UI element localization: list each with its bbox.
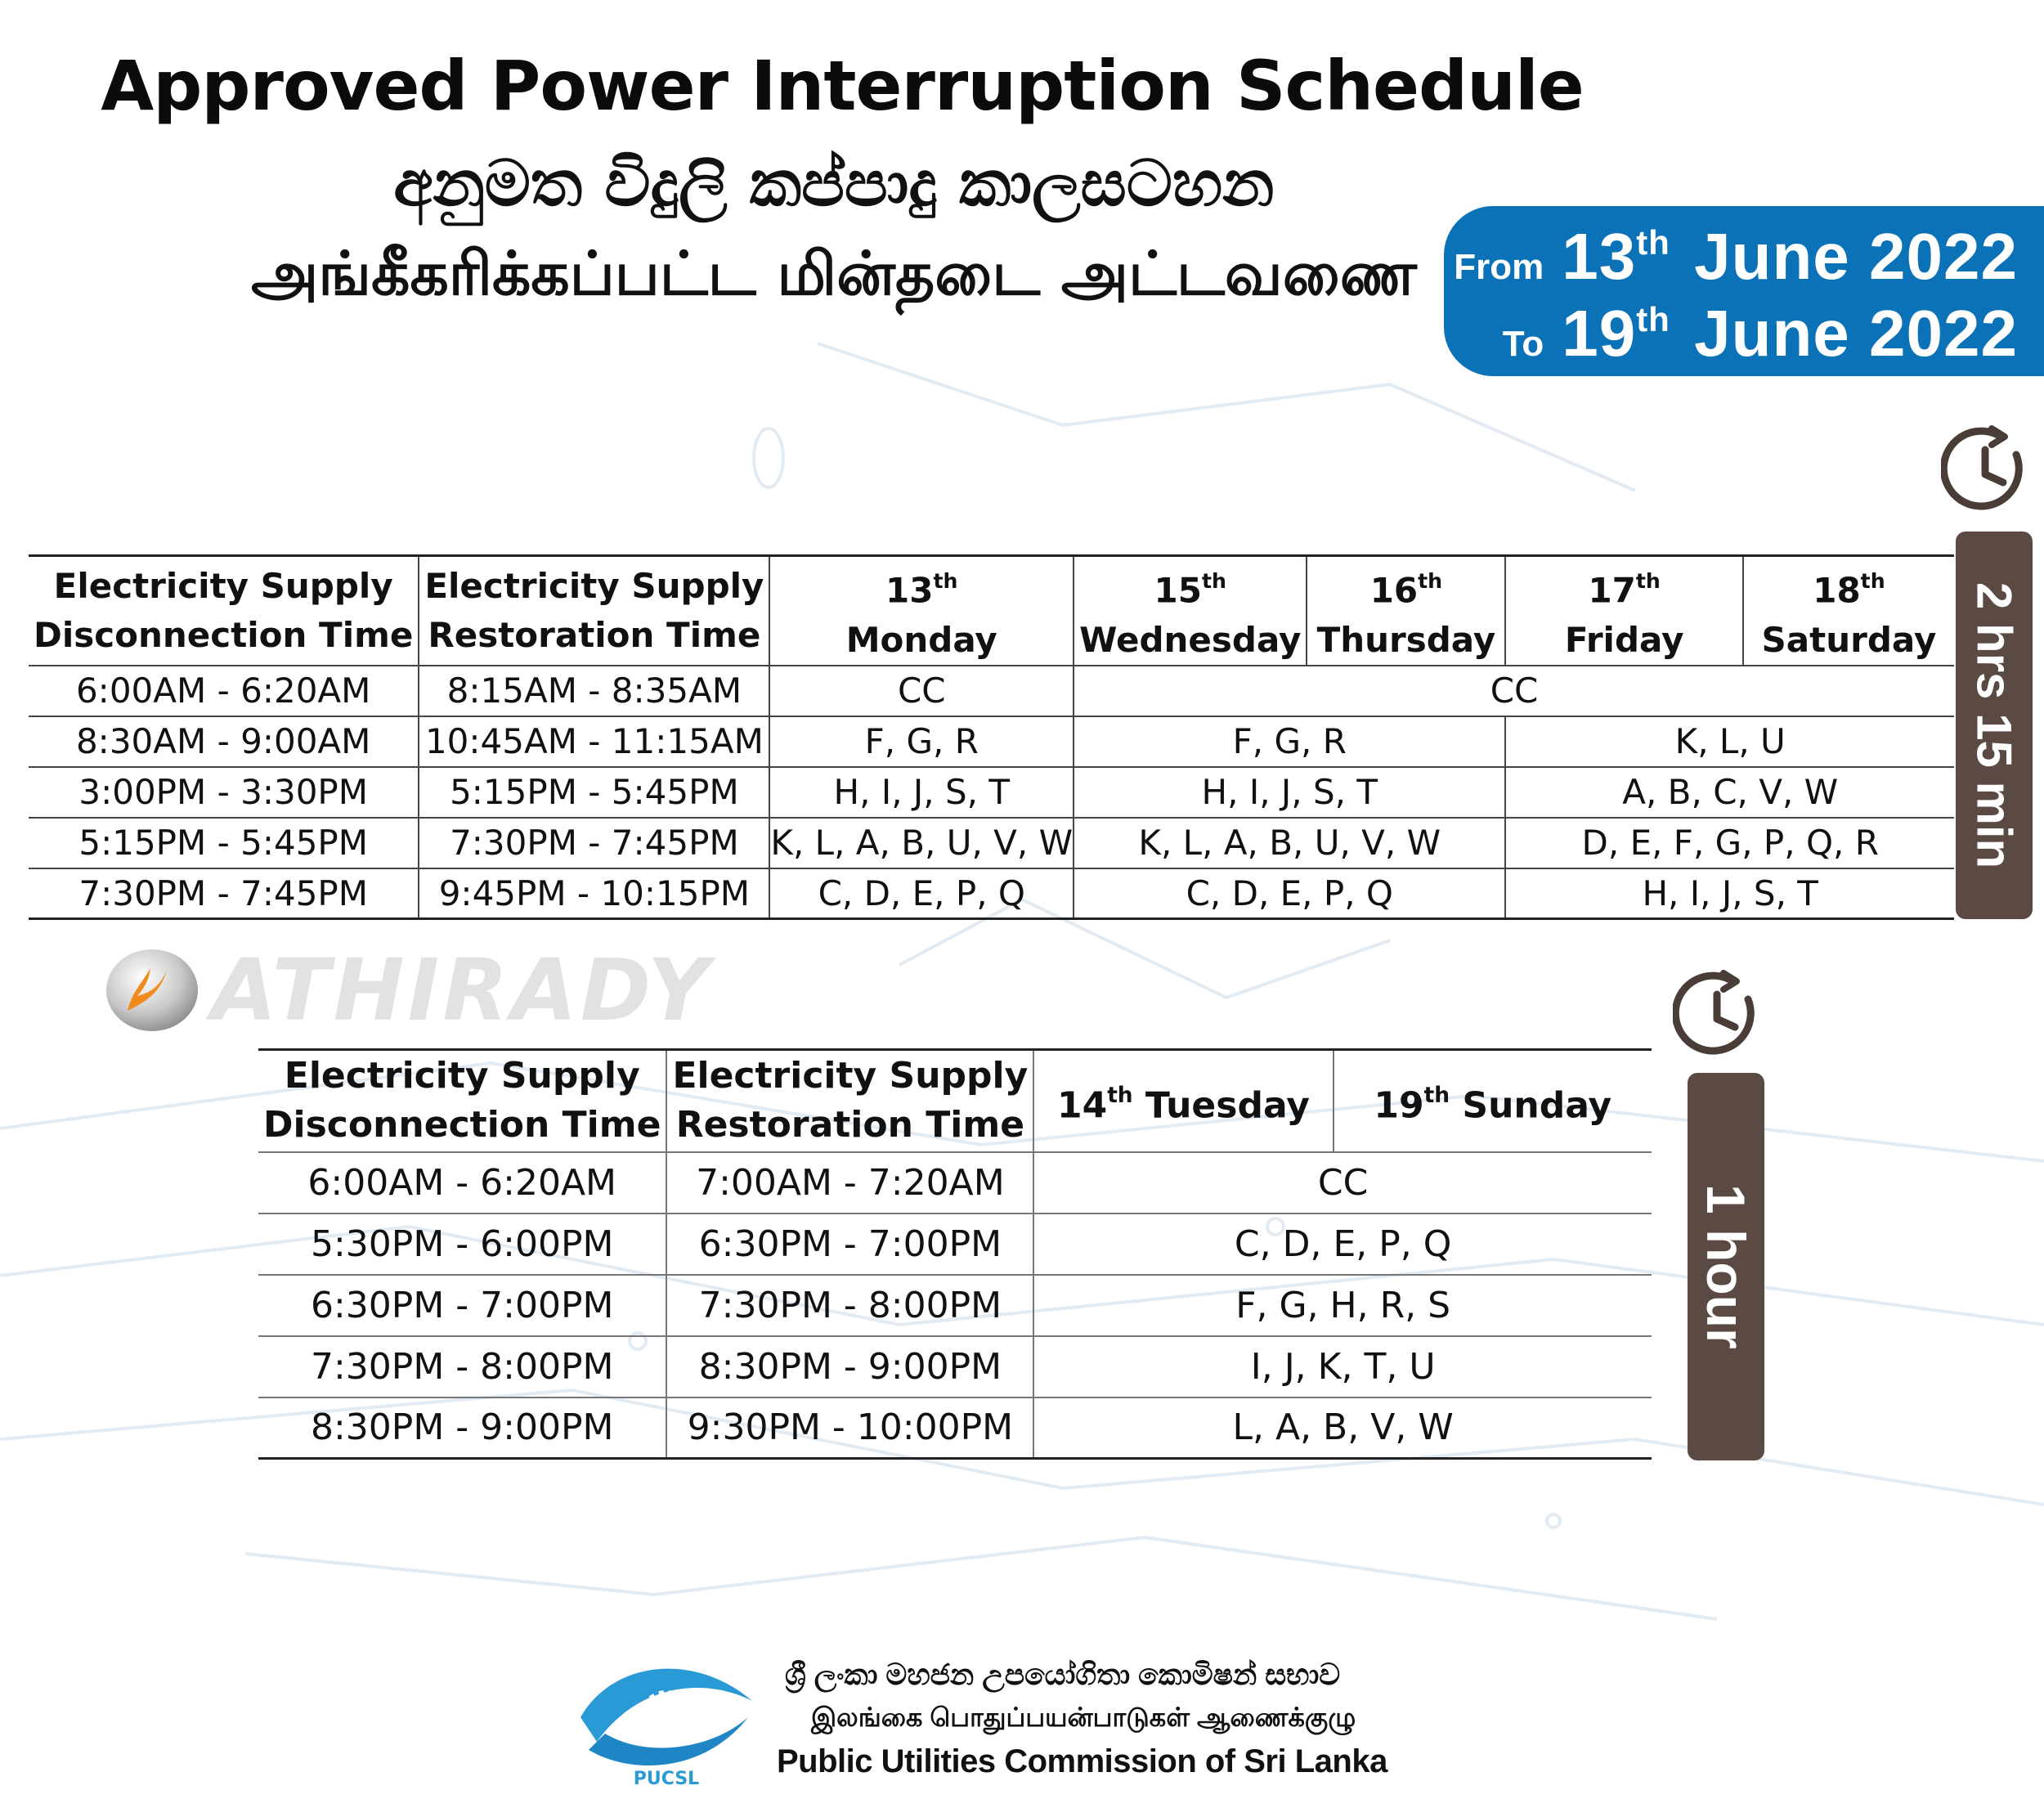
cell-disconnect: 7:30PM - 7:45PM bbox=[29, 868, 419, 919]
header-disconnection-time: Electricity Supply Disconnection Time bbox=[29, 556, 419, 666]
duration-tab-long bbox=[1956, 532, 2033, 919]
page-title-tamil: அங்கீகரிக்கப்பட்ட மின்தடை அட்டவணை bbox=[251, 239, 1417, 309]
duration-tab-short bbox=[1688, 1073, 1764, 1460]
cell-groups: I, J, K, T, U bbox=[1033, 1336, 1652, 1397]
cell-groups: L, A, B, V, W bbox=[1033, 1397, 1652, 1459]
date-to-row bbox=[1503, 296, 2018, 371]
cell-restore: 8:30PM - 9:00PM bbox=[666, 1336, 1033, 1397]
duration-long-label: 2 hrs 15 min bbox=[1966, 581, 2022, 869]
cell-groups-wed-thu: H, I, J, S, T bbox=[1074, 767, 1505, 818]
footer-text-block bbox=[777, 1653, 1387, 1784]
cell-restore: 7:30PM - 8:00PM bbox=[666, 1275, 1033, 1336]
athirady-logo-icon bbox=[103, 945, 201, 1035]
schedule-table-weekend bbox=[258, 1048, 1652, 1460]
header-day-18: 18th Saturday bbox=[1743, 556, 1954, 666]
cell-groups-monday: K, L, A, B, U, V, W bbox=[769, 818, 1074, 868]
cell-groups-monday: C, D, E, P, Q bbox=[769, 868, 1074, 919]
from-day: 13 bbox=[1562, 220, 1637, 293]
duration-short-label: 1 hour bbox=[1696, 1184, 1756, 1349]
cell-groups-wed-to-sat: CC bbox=[1074, 666, 1954, 716]
cell-disconnect: 7:30PM - 8:00PM bbox=[258, 1336, 666, 1397]
cell-groups-wed-thu: K, L, A, B, U, V, W bbox=[1074, 818, 1505, 868]
table-header-row bbox=[258, 1050, 1652, 1152]
pucsl-logo-label: PUCSL bbox=[633, 1769, 700, 1789]
cell-groups-fri-sat: K, L, U bbox=[1505, 716, 1954, 767]
cell-disconnect: 6:00AM - 6:20AM bbox=[307, 1161, 617, 1204]
cell-groups-wed-thu: C, D, E, P, Q bbox=[1074, 868, 1505, 919]
pucsl-logo-icon bbox=[572, 1652, 760, 1791]
table-row bbox=[29, 716, 1954, 767]
cell-restore: 7:30PM - 7:45PM bbox=[419, 818, 769, 868]
to-label: To bbox=[1502, 324, 1544, 364]
header-restoration-time: Electricity Supply Restoration Time bbox=[666, 1050, 1033, 1152]
watermark-text: ATHIRADY bbox=[211, 940, 713, 1040]
date-from-row bbox=[1454, 219, 2018, 294]
org-name-english: Public Utilities Commission of Sri Lanka bbox=[777, 1743, 1387, 1779]
org-name-tamil: இலங்கை பொதுப்பயன்பாடுகள் ஆணைக்குழு bbox=[811, 1703, 1356, 1732]
from-label: From bbox=[1454, 247, 1544, 287]
header-day-17: 17th Friday bbox=[1505, 556, 1742, 666]
cell-disconnect: 5:30PM - 6:00PM bbox=[258, 1214, 666, 1275]
cell-groups: F, G, H, R, S bbox=[1033, 1275, 1652, 1336]
table-row bbox=[29, 818, 1954, 868]
header-day-13: 13th Monday bbox=[769, 556, 1074, 666]
table-row bbox=[258, 1214, 1652, 1275]
table-row bbox=[29, 666, 1954, 716]
table-row bbox=[258, 1275, 1652, 1336]
header-day-19: 19th Sunday bbox=[1334, 1050, 1652, 1152]
cell-restore: 7:00AM - 7:20AM bbox=[666, 1152, 1033, 1214]
cell-restore: 5:15PM - 5:45PM bbox=[419, 767, 769, 818]
cell-disconnect: 8:30PM - 9:00PM bbox=[258, 1397, 666, 1459]
cell-disconnect: 5:15PM - 5:45PM bbox=[29, 818, 419, 868]
cell-groups-fri-sat: H, I, J, S, T bbox=[1505, 868, 1954, 919]
date-range-banner bbox=[1444, 206, 2044, 376]
table-row bbox=[258, 1397, 1652, 1459]
page-title: Approved Power Interruption Schedule bbox=[101, 46, 1584, 126]
cell-groups-fri-sat: D, E, F, G, P, Q, R bbox=[1505, 818, 1954, 868]
cell-restore: 9:45PM - 10:15PM bbox=[419, 868, 769, 919]
cell-disconnect: 3:00PM - 3:30PM bbox=[29, 767, 419, 818]
from-suffix: th bbox=[1636, 223, 1670, 262]
to-day: 19 bbox=[1562, 297, 1637, 370]
table-row bbox=[258, 1336, 1652, 1397]
header-disconnection-time: Electricity Supply Disconnection Time bbox=[258, 1050, 666, 1152]
cell-groups-monday: CC bbox=[769, 666, 1074, 716]
table-row bbox=[29, 767, 1954, 818]
header-restoration-time: Electricity Supply Restoration Time bbox=[419, 556, 769, 666]
org-name-sinhala: ශ්‍රී ලංකා මහජන උපයෝගිතා කොමිෂන් සභාව bbox=[785, 1658, 1341, 1691]
table-row bbox=[29, 868, 1954, 919]
to-month-year: June 2022 bbox=[1694, 297, 2018, 370]
title-block bbox=[0, 33, 1668, 319]
schedule-table-weekdays bbox=[29, 554, 1954, 920]
to-suffix: th bbox=[1636, 300, 1670, 339]
cell-restore: 8:15AM - 8:35AM bbox=[419, 666, 769, 716]
clock-icon bbox=[1673, 970, 1763, 1060]
to-date bbox=[1562, 296, 2018, 371]
cell-disconnect: 6:00AM - 6:20AM bbox=[75, 671, 371, 711]
cell-groups-monday: H, I, J, S, T bbox=[769, 767, 1074, 818]
cell-disconnect: 6:30PM - 7:00PM bbox=[258, 1275, 666, 1336]
header-day-15: 15th Wednesday bbox=[1074, 556, 1307, 666]
cell-restore: 9:30PM - 10:00PM bbox=[666, 1397, 1033, 1459]
cell-disconnect: 8:30AM - 9:00AM bbox=[29, 716, 419, 767]
table-row bbox=[258, 1152, 1652, 1214]
header-day-16: 16th Thursday bbox=[1307, 556, 1505, 666]
cell-restore: 6:30PM - 7:00PM bbox=[666, 1214, 1033, 1275]
cell-restore: 10:45AM - 11:15AM bbox=[419, 716, 769, 767]
table-header-row bbox=[29, 556, 1954, 666]
cell-groups-wed-thu: F, G, R bbox=[1074, 716, 1505, 767]
cell-groups: C, D, E, P, Q bbox=[1033, 1214, 1652, 1275]
cell-groups-monday: F, G, R bbox=[769, 716, 1074, 767]
athirady-watermark bbox=[103, 940, 712, 1040]
clock-icon bbox=[1941, 425, 2031, 515]
from-date bbox=[1562, 219, 2018, 294]
header-day-14: 14th Tuesday bbox=[1033, 1050, 1333, 1152]
cell-groups: CC bbox=[1033, 1152, 1652, 1214]
page-title-sinhala: අනුමත විදුලි කප්පාදු කාලසටහන bbox=[393, 147, 1275, 221]
cell-groups-fri-sat: A, B, C, V, W bbox=[1505, 767, 1954, 818]
from-month-year: June 2022 bbox=[1694, 220, 2018, 293]
